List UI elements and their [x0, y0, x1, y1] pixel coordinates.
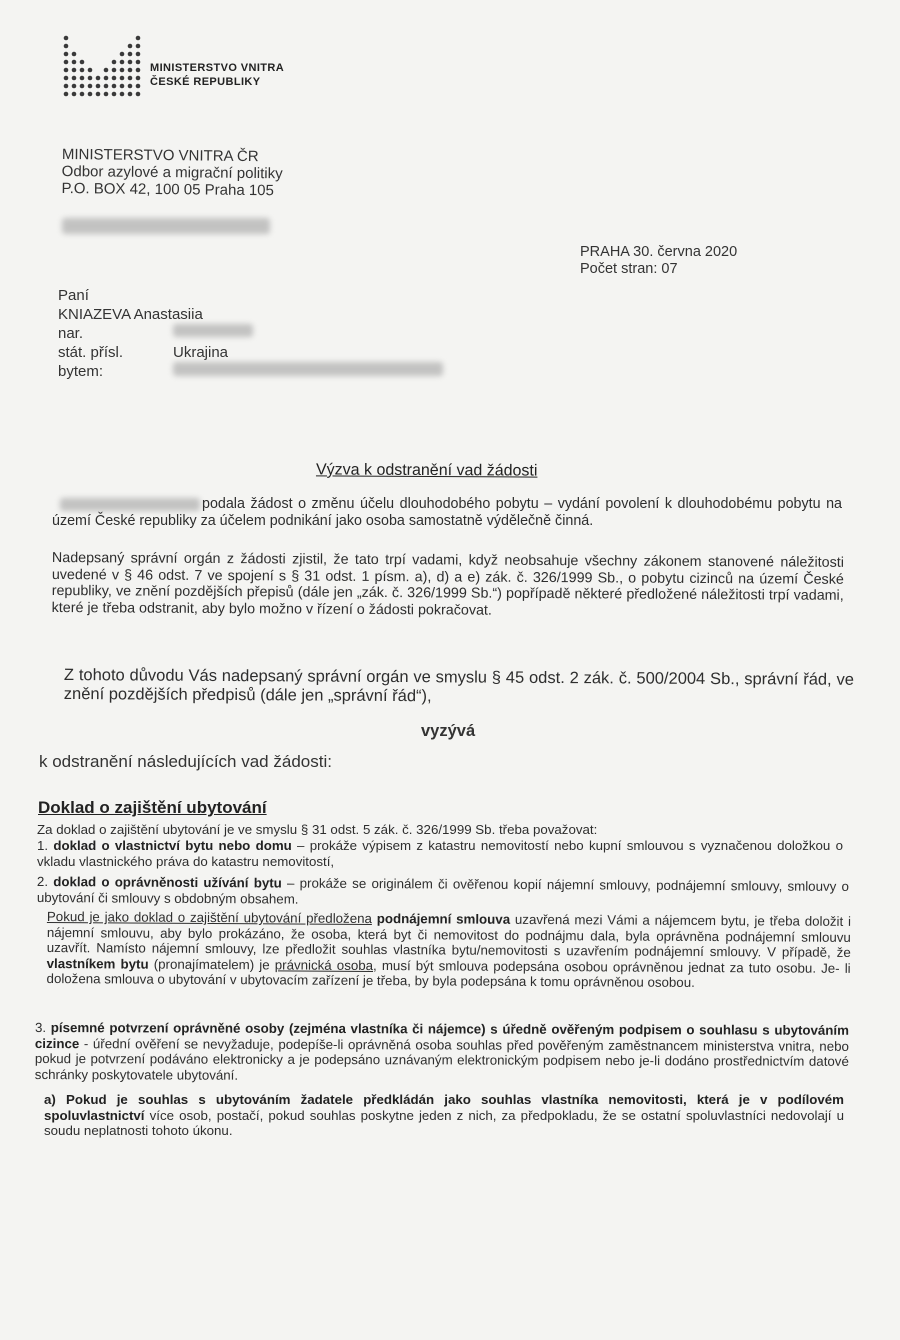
recipient-born-row: [58, 324, 443, 343]
page-count: Počet stran: 07: [580, 261, 678, 277]
born-label: nar.: [58, 325, 84, 342]
doklad-heading: Doklad o zajištění ubytování: [38, 798, 267, 817]
document-title: Výzva k odstranění vad žádosti: [315, 461, 538, 480]
redacted-birth-date: [173, 324, 253, 337]
recipient-salutation: Paní: [58, 287, 89, 304]
k-odstraneni-text: k odstranění následujících vad žádosti:: [39, 752, 332, 771]
date-block: [580, 244, 737, 278]
recipient-residence-row: [58, 362, 443, 381]
item-3-bold: písemné potvrzení oprávněné osoby (zejména vlastníka či nájemce) s úředně ověřeným podpisem o souhlasu s ubytováním cizince: [34, 1020, 849, 1051]
recipient-block: [58, 286, 443, 381]
owner-bold: vlastníkem bytu: [46, 955, 149, 972]
doklad-intro: Za doklad o zajištění ubytování je ve smyslu § 31 odst. 5 zák. č. 326/1999 Sb. třeba považovat:: [37, 822, 598, 837]
item-a-bold: Pokud je souhlas s ubytováním žadatele předkládán jako souhlas vlastníka nemovitosti, která je v podílovém spoluvlastnictví: [44, 1092, 844, 1123]
item-3-number: 3.: [34, 1020, 47, 1036]
paragraph-legal-basis: Z tohoto důvodu Vás nadepsaný správní orgán ve smyslu § 45 odst. 2 zák. č. 500/2004 Sb., správní řád, ve znění pozdějších předpisů (dále jen „správní řád“),: [63, 666, 854, 706]
date-line: PRAHA 30. června 2020: [580, 244, 738, 260]
paragraph-defects: Nadepsaný správní orgán z žádosti zjistil, že tato trpí vadami, když neobsahuje všechny zákonem stanovené náležitosti uvedené v § 46 odst. 7 ve spojení s § 31 odst. 1 písm. a), d) a e) zák. č. 326/1999 Sb., o pobytu cizinců na území České republiky, ve znění pozdějších přepisů (dále jen „zák. č. 326/1999 Sb.“) popřípadě některé předložené náležitosti trpí vadami, které je třeba odstranit, aby bylo možno v řízení o žádosti pokračovat.: [51, 550, 844, 619]
paragraph-application: podala žádost o změnu účelu dlouhodobého pobytu – vydání povolení k dlouhodobému pobytu na území České republiky za účelem podnikání jako osoba samostatně výdělečně činná.: [52, 496, 842, 529]
sender-address: [61, 146, 282, 199]
doklad-item-3: [35, 1020, 849, 1085]
sublease-bold: podnájemní smlouva: [376, 911, 511, 927]
logo-line-2: ČESKÉ REPUBLIKY: [150, 76, 261, 88]
sublease-text-2: (pronajímatelem) je: [148, 956, 275, 972]
sender-line-3: P.O. BOX 42, 100 05 Praha 105: [61, 179, 275, 200]
sender-line-1: MINISTERSTVO VNITRA ČR: [61, 146, 259, 166]
vyzyva-heading: vyzývá: [421, 722, 476, 740]
recipient-name: KNIAZEVA Anastasiia: [58, 306, 203, 323]
item-a-label: a): [44, 1092, 56, 1107]
legal-entity-underlined: právnická osoba: [274, 956, 374, 973]
item-1-bold: doklad o vlastnictví bytu nebo domu: [53, 838, 292, 853]
sublease-underlined: Pokud je jako doklad o zajištění ubytování předložena: [46, 909, 372, 926]
logo-text: [150, 61, 284, 89]
doklad-sublease-note: [47, 909, 851, 991]
sublease-text-1: uzavřená mezi Vámi a nájemcem bytu, je třeba doložit i nájemní smlouvu, aby bylo prokázáno, že osoba, která byt či nemovitost do podnájmu dala, byla oprávněna podnájemní smlouvu uzavřít. Namísto nájemní smlouvy, lze předložit souhlas vlastníka bytu/nemovitosti s uzavřením podnájemní smlouvy. V případě, že: [46, 911, 851, 960]
doklad-item-2: [37, 874, 849, 910]
ministry-logo-dots-icon: [60, 32, 150, 102]
logo-line-1: MINISTERSTVO VNITRA: [150, 62, 285, 74]
sublease-text-3: , musí být smlouva podepsána osobou oprávněnou jednat za tuto osobu. Je- li doložena smlouva o ubytování v ubytovacím zařízení je třeba, by byla podepsána k tomu oprávněnou osobou.: [46, 957, 851, 990]
doklad-item-1: [37, 838, 843, 869]
redacted-address: [173, 362, 443, 376]
item-2-number: 2.: [36, 874, 49, 890]
item-a-text: více osob, postačí, pokud souhlas poskytne jeden z nich, za předpokladu, že se ostatní spoluvlastníci nedovolají u soudu neplatnosti tohoto úkonu.: [44, 1107, 844, 1138]
item-1-text: – prokáže výpisem z katastru nemovitostí nebo kupní smlouvou s vyznačenou doložkou o vkladu vlastnického práva do katastru nemovitostí,: [37, 838, 843, 869]
recipient-citizenship-row: [58, 343, 443, 362]
citizenship-label: stát. přísl.: [58, 344, 124, 361]
residence-label: bytem:: [58, 363, 104, 380]
item-3-text: - úřední ověření se nevyžaduje, podepíše-li oprávněná osoba souhlas před pověřeným zaměstnancem ministerstva vnitra, nebo pokud je potvrzení podáváno elektronicky a je podepsáno uznávaným elektronickým podpisem nebo je-li dodáno prostřednictvím datové schránky poskytovatele ubytování.: [34, 1035, 849, 1083]
redacted-reference-number: [62, 218, 270, 234]
item-2-bold: doklad o oprávněnosti užívání bytu: [53, 874, 282, 891]
item-2-text: – prokáže se originálem či ověřenou kopií nájemní smlouvy, podnájemní smlouvy, smlouvy o ubytování či smlouvy s obdobným obsahem.: [36, 875, 849, 907]
item-1-number: 1.: [37, 838, 49, 853]
sender-line-2: Odbor azylové a migrační politiky: [61, 162, 283, 183]
doklad-item-a: [44, 1092, 844, 1139]
citizenship-value: Ukrajina: [173, 344, 229, 361]
